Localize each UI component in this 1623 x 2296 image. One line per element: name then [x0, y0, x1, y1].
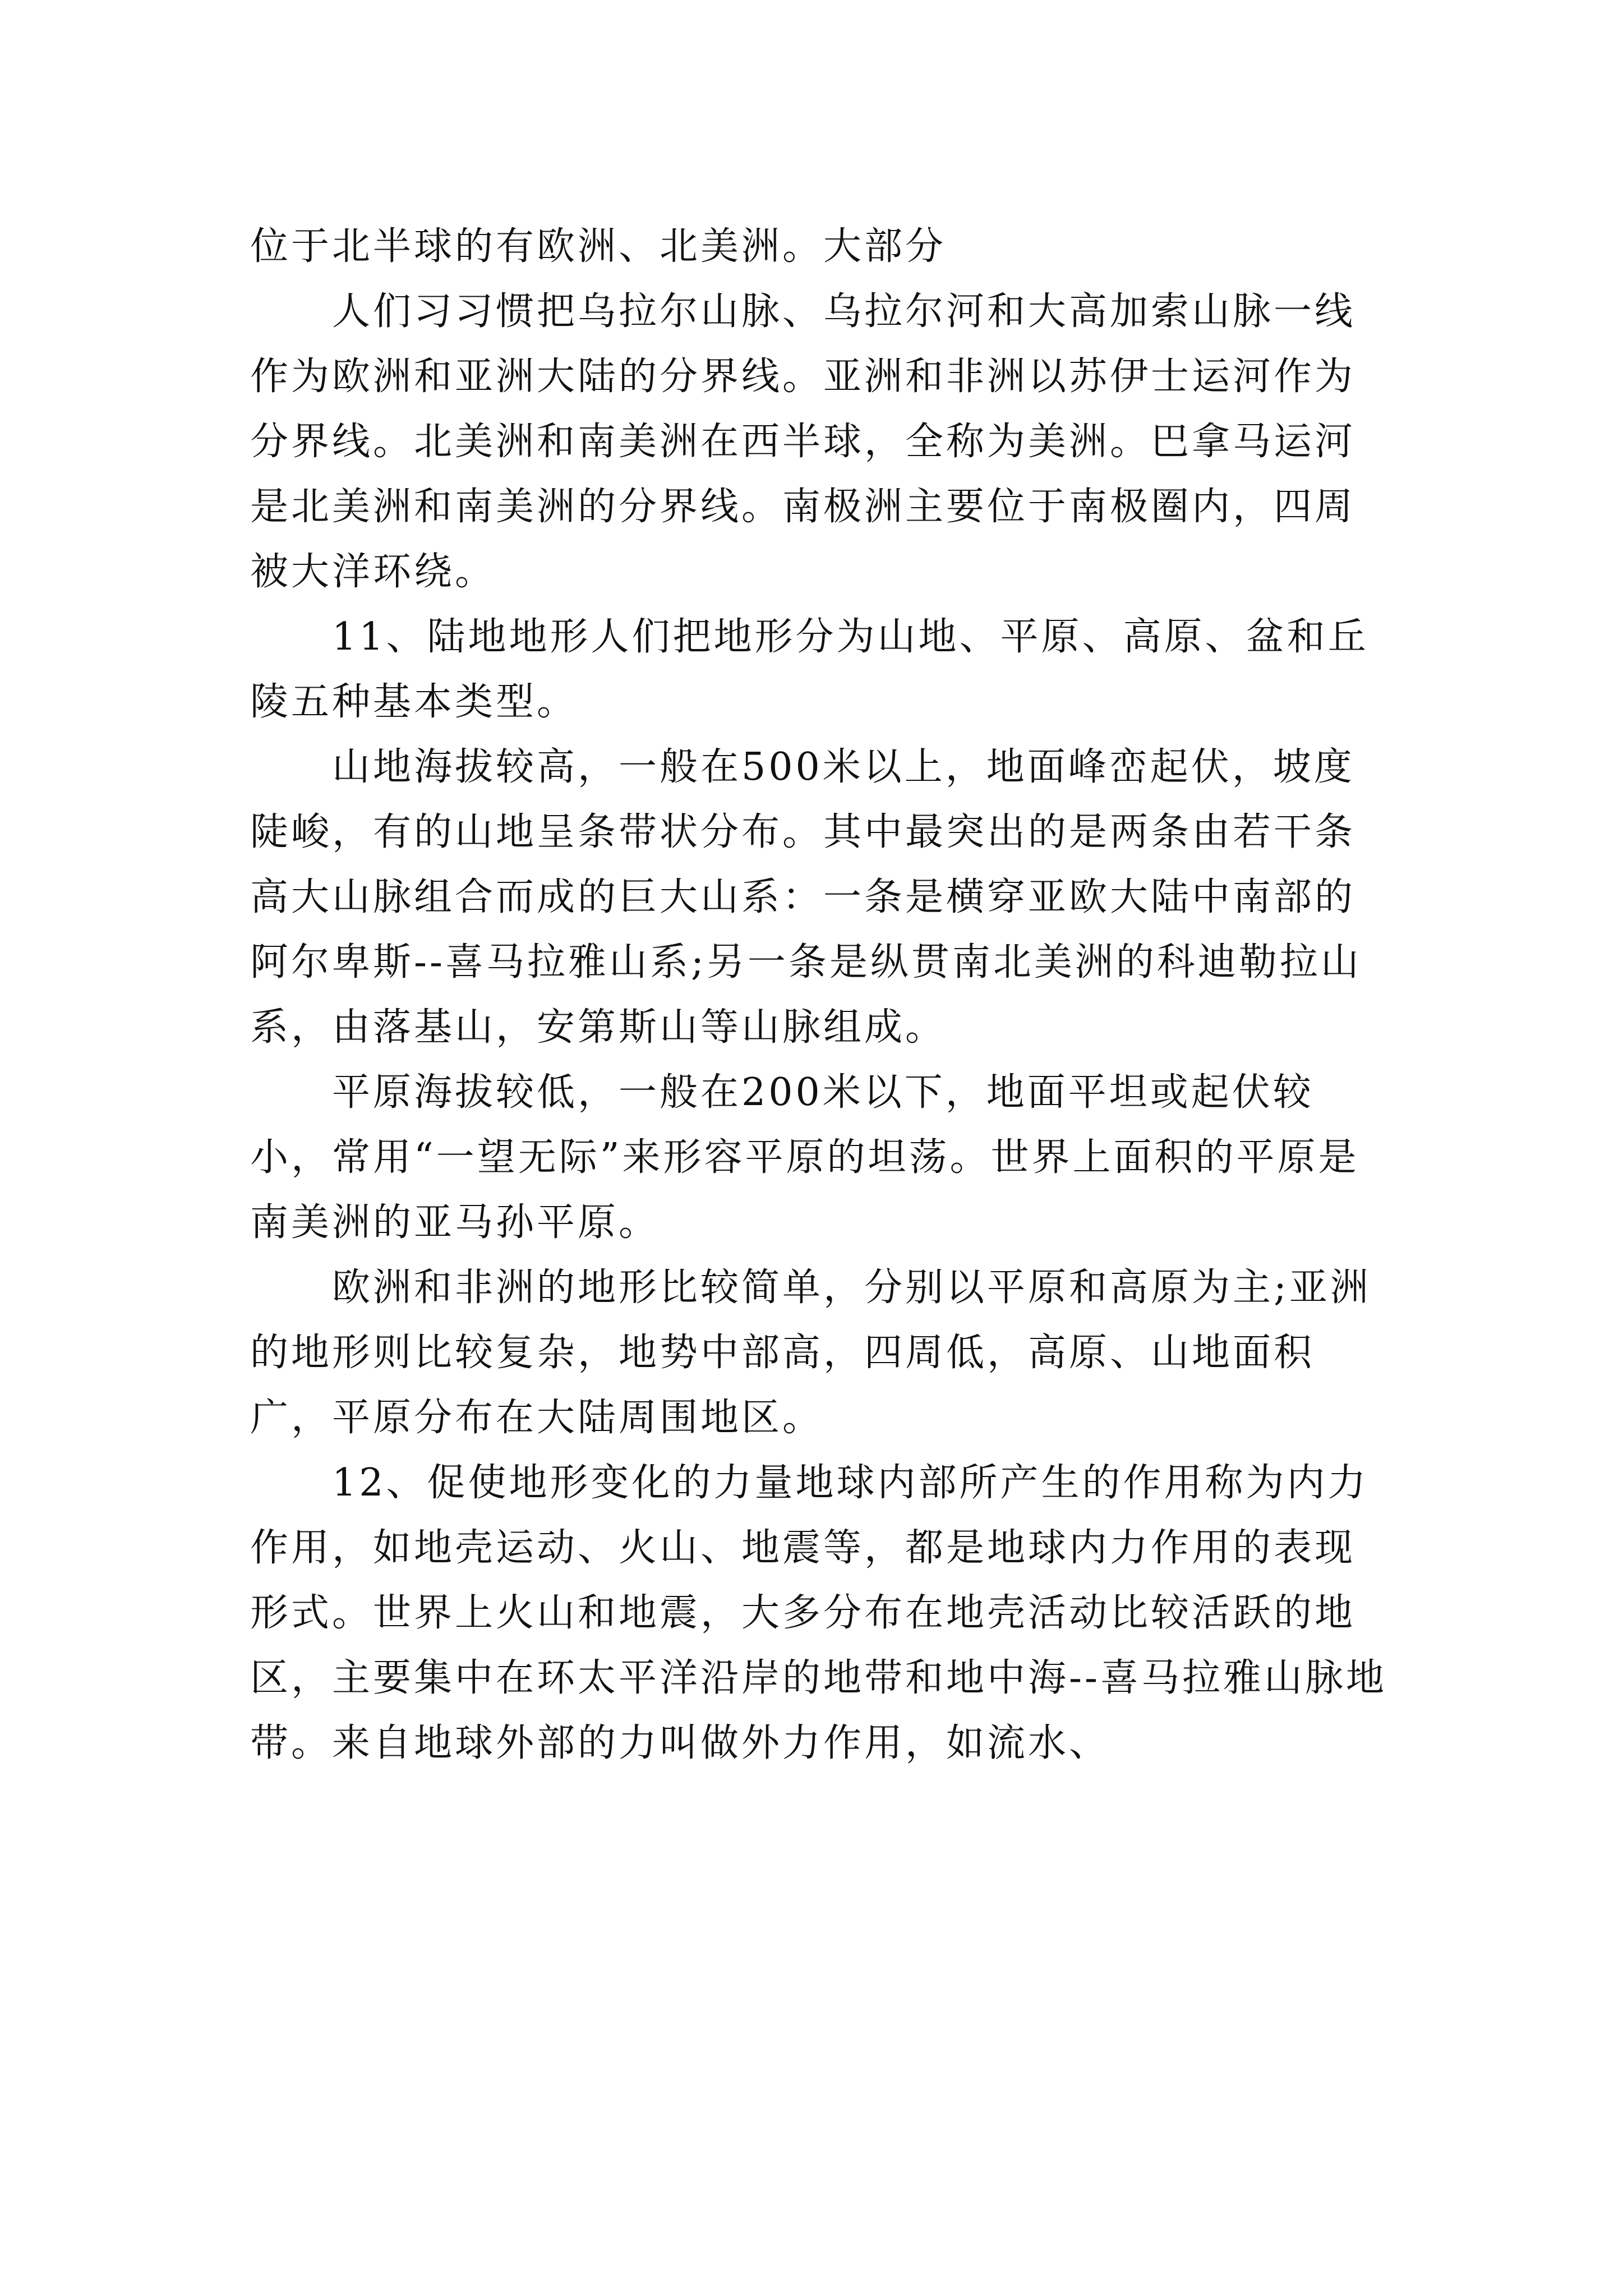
paragraph-plains: 平原海拔较低，一般在200米以下，地面平坦或起伏较小，常用“一望无际”来形容平原的坦荡。世界上面积的平原是南美洲的亚马孙平原。 [250, 1070, 1359, 1245]
paragraph-terrain-forces: 12、促使地形变化的力量地球内部所产生的作用称为内力作用，如地壳运动、火山、地震等，都是地球内力作用的表现形式。世界上火山和地震，大多分布在地壳活动比较活跃的地区，主要集中在环太平洋沿岸的地带和地中海--喜马拉雅山脉地带。来自地球外部的力叫做外力作用，如流水、 [250, 1461, 1387, 1765]
paragraph-mountains: 山地海拔较高，一般在500米以上，地面峰峦起伏，坡度陡峻，有的山地呈条带状分布。其中最突出的是两条由若干条高大山脉组合而成的巨大山系：一条是横穿亚欧大陆中南部的阿尔卑斯--喜马拉雅山系;另一条是纵贯南北美洲的科迪勒拉山系，由落基山，安第斯山等山脉组成。 [250, 745, 1362, 1050]
document-body [250, 214, 1389, 1776]
paragraph-landform-types: 11、陆地地形人们把地形分为山地、平原、高原、盆和丘陵五种基本类型。 [250, 615, 1369, 724]
paragraph-continent-terrain: 欧洲和非洲的地形比较简单，分别以平原和高原为主;亚洲的地形则比较复杂，地势中部高，四周低，高原、山地面积广，平原分布在大陆周围地区。 [250, 1266, 1371, 1440]
paragraph-continent-boundaries: 人们习习惯把乌拉尔山脉、乌拉尔河和大高加索山脉一线作为欧洲和亚洲大陆的分界线。亚洲和非洲以苏伊士运河作为分界线。北美洲和南美洲在西半球，全称为美洲。巴拿马运河是北美洲和南美洲的分界线。南极洲主要位于南极圈内，四周被大洋环绕。 [250, 289, 1356, 594]
paragraph-continuation: 位于北半球的有欧洲、北美洲。大部分 [250, 224, 947, 269]
